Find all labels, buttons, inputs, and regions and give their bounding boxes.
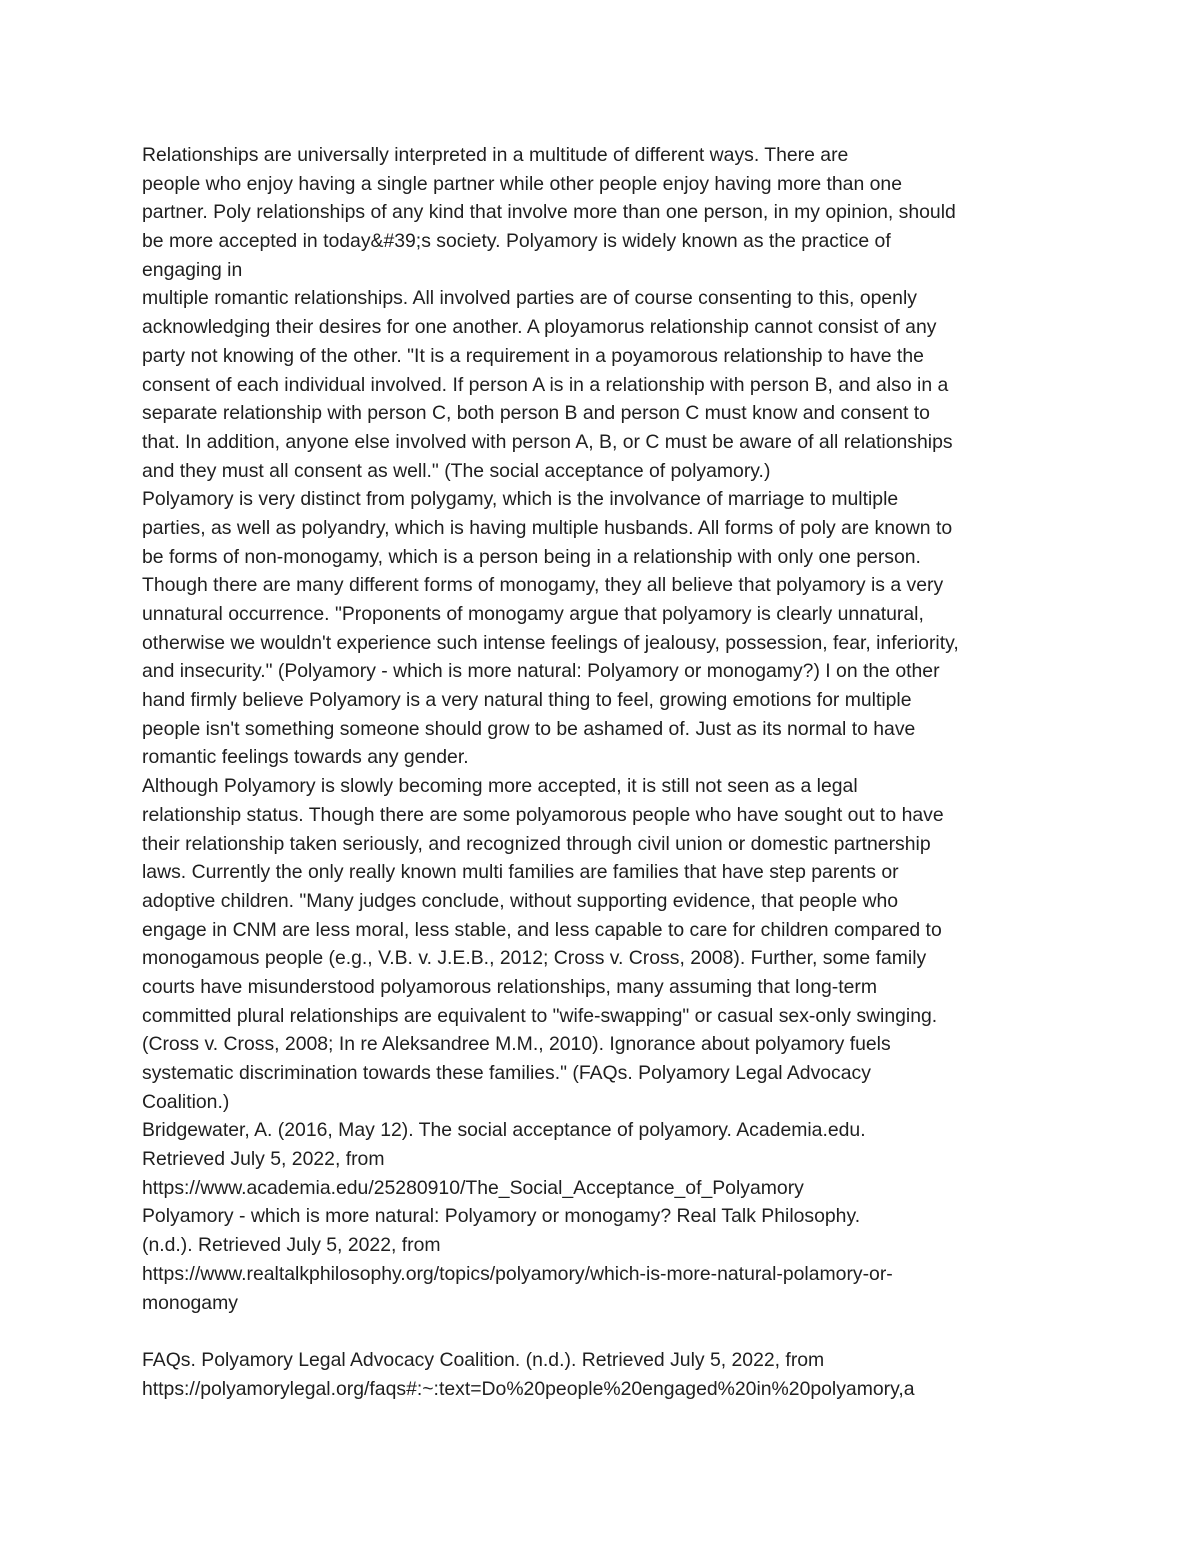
reference-line: Polyamory - which is more natural: Polyamory or monogamy? Real Talk Philosophy.: [142, 1205, 861, 1228]
text-line: and insecurity." (Polyamory - which is more natural: Polyamory or monogamy?) I on the other: [142, 660, 940, 683]
text-line: Although Polyamory is slowly becoming more accepted, it is still not seen as a legal: [142, 775, 858, 798]
reference-link[interactable]: https://polyamorylegal.org/faqs#:~:text=Do%20people%20engaged%20in%20polyamory,a: [142, 1377, 915, 1400]
blank-line: [142, 1317, 1102, 1346]
text-line: Relationships are universally interpreted in a multitude of different ways. There are: [142, 144, 849, 166]
reference-link[interactable]: https://www.academia.edu/25280910/The_Social_Acceptance_of_Polyamory: [142, 1176, 804, 1199]
text-line: people who enjoy having a single partner while other people enjoy having more than one: [142, 172, 902, 195]
text-line: (Cross v. Cross, 2008; In re Aleksandree M.M., 2010). Ignorance about polyamory fuels: [142, 1033, 891, 1056]
text-line: separate relationship with person C, both person B and person C must know and consent to: [142, 402, 930, 425]
text-line: acknowledging their desires for one another. A ployamorus relationship cannot consist of any: [142, 316, 937, 339]
text-line: laws. Currently the only really known multi families are families that have step parents or: [142, 861, 899, 884]
text-line: Polyamory is very distinct from polygamy, which is the involvance of marriage to multiple: [142, 488, 899, 511]
reference-line: Bridgewater, A. (2016, May 12). The social acceptance of polyamory. Academia.edu.: [142, 1119, 866, 1142]
document-body: [142, 141, 1102, 1403]
text-line: relationship status. Though there are some polyamorous people who have sought out to have: [142, 803, 944, 826]
text-line: courts have misunderstood polyamorous relationships, many assuming that long-term: [142, 975, 878, 998]
reference-line: (n.d.). Retrieved July 5, 2022, from: [142, 1234, 441, 1257]
text-line: partner. Poly relationships of any kind that involve more than one person, in my opinion, should: [142, 201, 956, 224]
text-line: their relationship taken seriously, and recognized through civil union or domestic partnership: [142, 832, 931, 855]
reference-link[interactable]: https://www.realtalkphilosophy.org/topics/polyamory/which-is-more-natural-polamory-or-: [142, 1262, 893, 1285]
text-line: systematic discrimination towards these families." (FAQs. Polyamory Legal Advocacy: [142, 1062, 871, 1084]
text-line: engage in CNM are less moral, less stable, and less capable to care for children compared to: [142, 918, 942, 941]
reference-link[interactable]: monogamy: [142, 1291, 238, 1314]
text-line: be more accepted in today&#39;s society. Polyamory is widely known as the practice of: [142, 230, 891, 253]
text-line: that. In addition, anyone else involved with person A, B, or C must be aware of all relationships: [142, 430, 953, 453]
text-line: otherwise we wouldn't experience such intense feelings of jealousy, possession, fear, inferiority,: [142, 631, 959, 654]
text-line: multiple romantic relationships. All involved parties are of course consenting to this, openly: [142, 287, 917, 310]
text-line: people isn't something someone should grow to be ashamed of. Just as its normal to have: [142, 717, 916, 740]
text-line: unnatural occurrence. "Proponents of monogamy argue that polyamory is clearly unnatural,: [142, 603, 924, 625]
text-line: committed plural relationships are equivalent to "wife-swapping" or casual sex-only swinging.: [142, 1004, 938, 1027]
reference-line: Retrieved July 5, 2022, from: [142, 1148, 385, 1171]
text-line: parties, as well as polyandry, which is having multiple husbands. All forms of poly are known to: [142, 516, 953, 539]
text-line: consent of each individual involved. If person A is in a relationship with person B, and also in a: [142, 373, 949, 396]
text-line: Coalition.): [142, 1090, 230, 1113]
text-line: adoptive children. "Many judges conclude, without supporting evidence, that people who: [142, 889, 899, 912]
text-line: Though there are many different forms of monogamy, they all believe that polyamory is a very: [142, 574, 944, 597]
text-line: and they must all consent as well." (The social acceptance of polyamory.): [142, 459, 771, 482]
text-line: be forms of non-monogamy, which is a person being in a relationship with only one person.: [142, 545, 921, 568]
text-line: party not knowing of the other. "It is a requirement in a poyamorous relationship to have the: [142, 344, 924, 367]
text-line: romantic feelings towards any gender.: [142, 746, 469, 769]
text-line: hand firmly believe Polyamory is a very natural thing to feel, growing emotions for multiple: [142, 689, 912, 712]
reference-line: FAQs. Polyamory Legal Advocacy Coalition. (n.d.). Retrieved July 5, 2022, from: [142, 1348, 825, 1371]
text-line: engaging in: [142, 258, 243, 281]
text-line: monogamous people (e.g., V.B. v. J.E.B., 2012; Cross v. Cross, 2008). Further, some family: [142, 947, 927, 970]
